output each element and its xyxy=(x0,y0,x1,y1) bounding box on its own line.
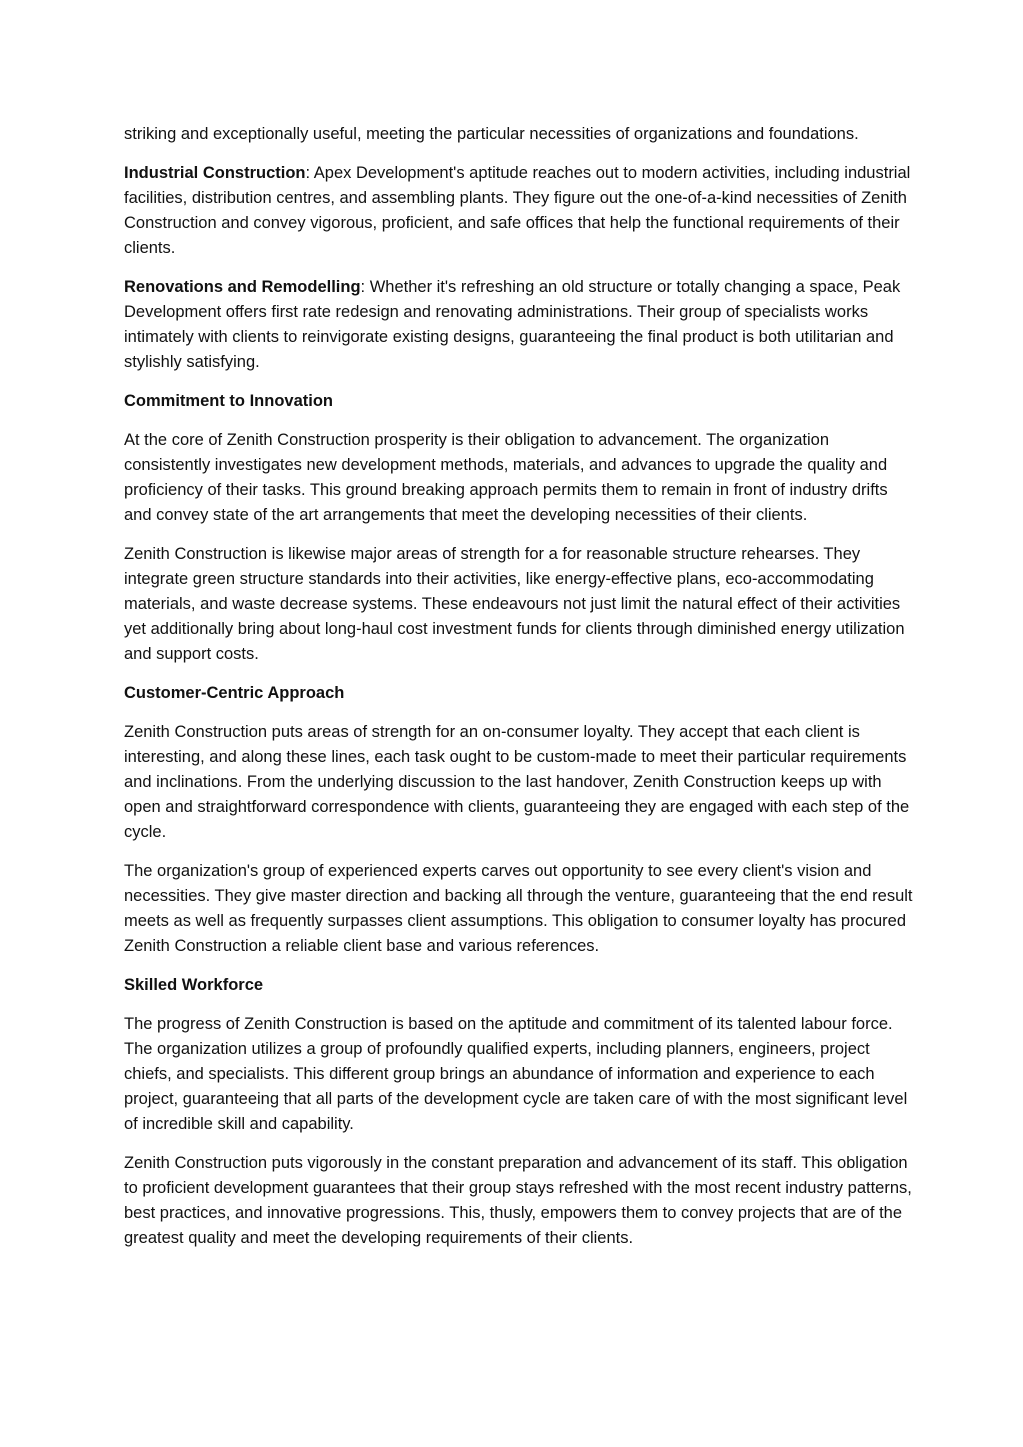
renovations-paragraph xyxy=(124,275,914,375)
renovations-text: : Whether it's refreshing an old structure or totally changing a space, Peak Development offers first rate redesign and renovating administrations. Their group of specialists works intimately with clients to reinvigorate existing designs, guaranteeing the final product is both utilitarian and stylishly satisfying. xyxy=(124,278,901,371)
industrial-construction-paragraph xyxy=(124,161,914,261)
workforce-heading: Skilled Workforce xyxy=(124,976,264,994)
industrial-construction-text: : Apex Development's aptitude reaches out to modern activities, including industrial facilities, distribution centres, and assembling plants. They figure out the one-of-a-kind necessities of Zenith Construction and convey vigorous, proficient, and safe offices that help the functional requirements of their clients. xyxy=(124,164,911,257)
intro-continuation-paragraph: striking and exceptionally useful, meeting the particular necessities of organizations and foundations. xyxy=(124,125,859,143)
document-page xyxy=(124,122,914,1265)
innovation-heading: Commitment to Innovation xyxy=(124,392,333,410)
innovation-paragraph-2: Zenith Construction is likewise major areas of strength for a for reasonable structure rehearses. They integrate green structure standards into their activities, like energy-effective plans, eco-accommodating materials, and waste decrease systems. These endeavours not just limit the natural effect of their activities yet additionally bring about long-haul cost investment funds for clients through diminished energy utilization and support costs. xyxy=(124,545,905,663)
workforce-paragraph-2: Zenith Construction puts vigorously in the constant preparation and advancement of its staff. This obligation to proficient development guarantees that their group stays refreshed with the most recent industry patterns, best practices, and innovative progressions. This, thusly, empowers them to convey projects that are of the greatest quality and meet the developing requirements of their clients. xyxy=(124,1154,912,1247)
customer-heading: Customer-Centric Approach xyxy=(124,684,345,702)
customer-paragraph-2: The organization's group of experienced experts carves out opportunity to see every client's vision and necessities. They give master direction and backing all through the venture, guaranteeing that the end result meets as well as frequently surpasses client assumptions. This obligation to consumer loyalty has procured Zenith Construction a reliable client base and various references. xyxy=(124,862,913,955)
workforce-paragraph-1: The progress of Zenith Construction is based on the aptitude and commitment of its talented labour force. The organization utilizes a group of profoundly qualified experts, including planners, engineers, project chiefs, and specialists. This different group brings an abundance of information and experience to each project, guaranteeing that all parts of the development cycle are taken care of with the most significant level of incredible skill and capability. xyxy=(124,1015,908,1133)
customer-paragraph-1: Zenith Construction puts areas of strength for an on-consumer loyalty. They accept that each client is interesting, and along these lines, each task ought to be custom-made to meet their particular requirements and inclinations. From the underlying discussion to the last handover, Zenith Construction keeps up with open and straightforward correspondence with clients, guaranteeing they are engaged with each step of the cycle. xyxy=(124,723,910,841)
industrial-construction-lead: Industrial Construction xyxy=(124,164,306,182)
innovation-paragraph-1: At the core of Zenith Construction prosperity is their obligation to advancement. The organization consistently investigates new development methods, materials, and advances to upgrade the quality and proficiency of their tasks. This ground breaking approach permits them to remain in front of industry drifts and convey state of the art arrangements that meet the developing necessities of their clients. xyxy=(124,431,888,524)
renovations-lead: Renovations and Remodelling xyxy=(124,278,361,296)
